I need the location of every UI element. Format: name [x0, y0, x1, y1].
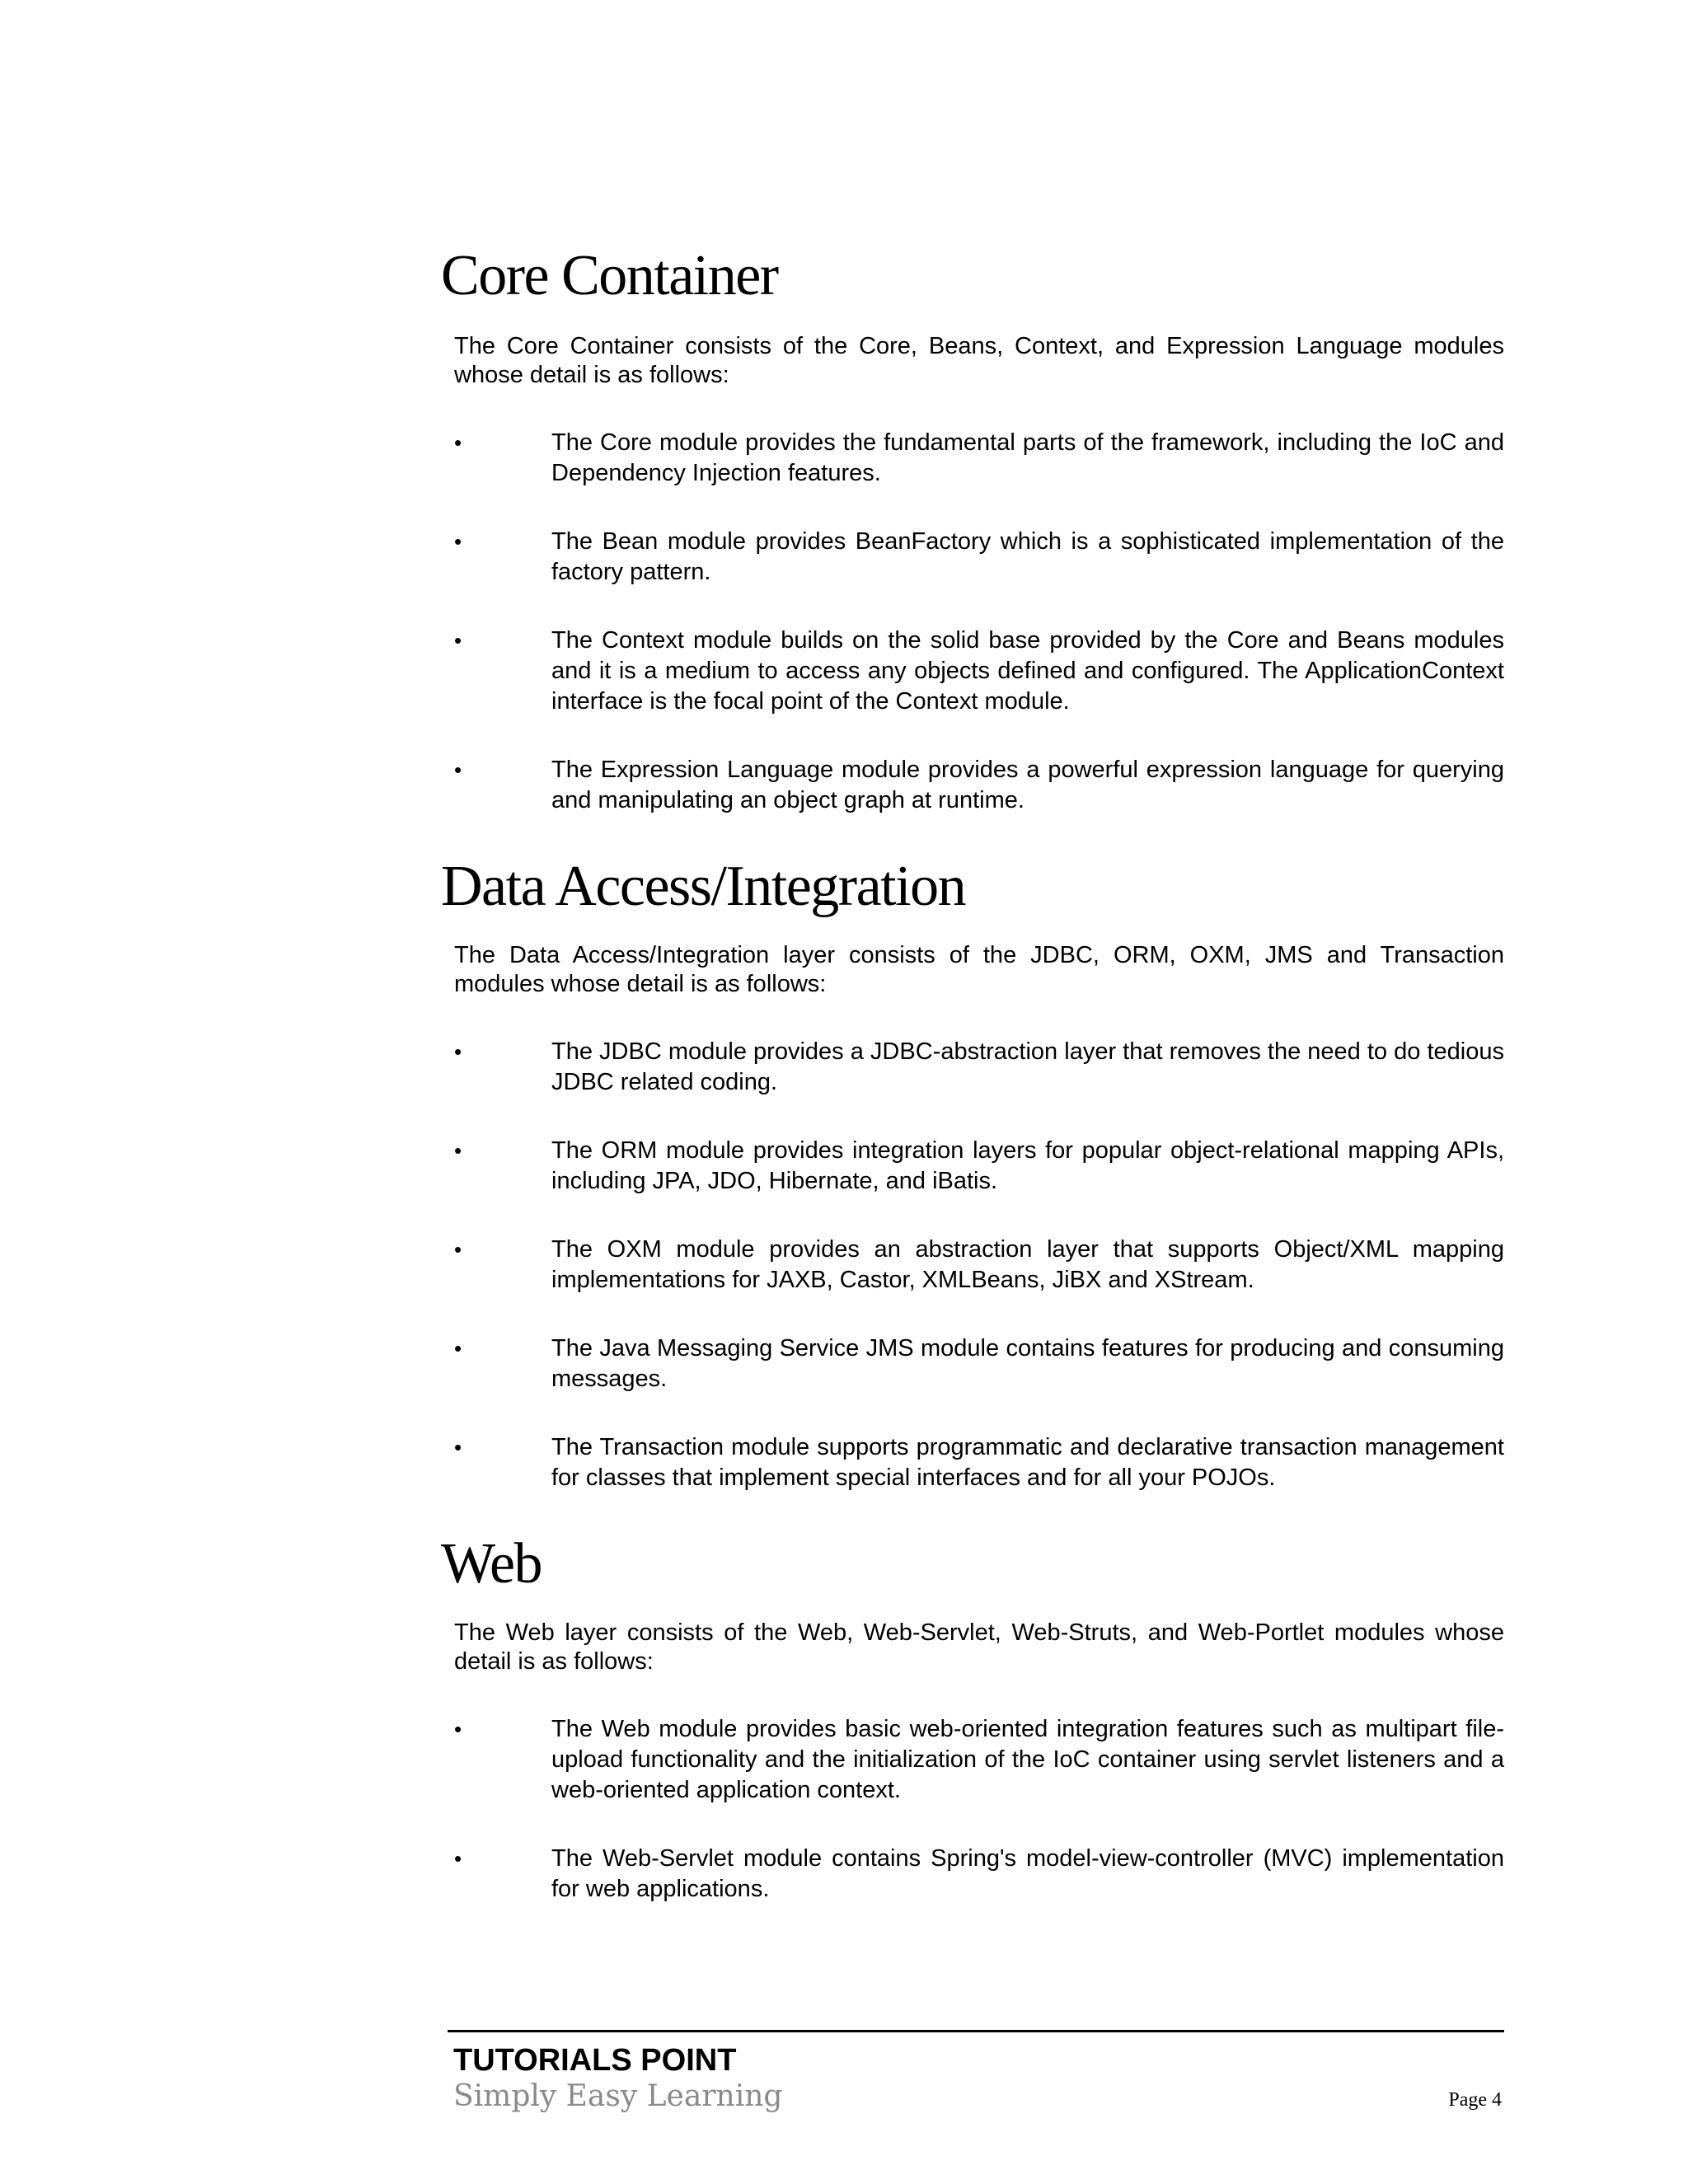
bullet-icon: • [454, 529, 462, 554]
list-item-text: The ORM module provides integration layers for popular object-relational mapping APIs, including JPA, JDO, Hibernate, and iBatis. [551, 1137, 1504, 1194]
list-item [441, 626, 1504, 717]
footer-divider [448, 2030, 1504, 2032]
bullet-list [441, 1037, 1504, 1493]
bullet-icon: • [454, 1336, 462, 1361]
list-item-text: The Transaction module supports programmatic and declarative transaction management for classes that implement special interfaces and for all your POJOs. [551, 1434, 1504, 1491]
list-item-text: The Bean module provides BeanFactory which is a sophisticated implementation of the factory pattern. [551, 528, 1504, 585]
bullet-icon: • [454, 1138, 462, 1163]
bullet-icon: • [454, 1435, 462, 1460]
list-item [441, 1333, 1504, 1394]
bullet-list [441, 1714, 1504, 1905]
section-heading: Data Access/Integration [441, 855, 966, 918]
list-item [441, 1037, 1504, 1098]
bullet-icon: • [454, 1846, 462, 1871]
section-intro: The Core Container consists of the Core, Beans, Context, and Expression Language modules whose detail is as follows: [454, 333, 1504, 388]
list-item-text: The JDBC module provides a JDBC-abstraction layer that removes the need to do tedious JDBC related coding. [551, 1038, 1504, 1095]
list-item [441, 1844, 1504, 1905]
section-intro: The Web layer consists of the Web, Web-Servlet, Web-Struts, and Web-Portlet modules whose detail is as follows: [454, 1619, 1504, 1675]
list-item [441, 1432, 1504, 1493]
list-item [441, 1714, 1504, 1806]
bullet-icon: • [454, 1717, 462, 1741]
footer-brand: TUTORIALS POINT [453, 2043, 737, 2078]
list-item-text: The Web module provides basic web-oriented integration features such as multipart file-upload functionality and the initialization of the IoC container using servlet listeners and a web-oriented application context. [551, 1716, 1504, 1803]
bullet-icon: • [454, 430, 462, 455]
section-heading: Web [441, 1532, 542, 1596]
list-item-text: The OXM module provides an abstraction layer that supports Object/XML mapping implementations for JAXB, Castor, XMLBeans, JiBX and XStream. [551, 1236, 1504, 1293]
list-item-text: The Expression Language module provides a powerful expression language for querying and manipulating an object graph at runtime. [551, 757, 1504, 813]
list-item-text: The Java Messaging Service JMS module contains features for producing and consuming messages. [551, 1335, 1504, 1392]
section-intro: The Data Access/Integration layer consists of the JDBC, ORM, OXM, JMS and Transaction modules whose detail is as follows: [454, 942, 1504, 997]
footer-tagline: Simply Easy Learning [453, 2079, 783, 2113]
list-item [441, 1235, 1504, 1296]
bullet-icon: • [454, 628, 462, 653]
list-item-text: The Context module builds on the solid base provided by the Core and Beans modules and it is a medium to access any objects defined and configured. The ApplicationContext interface is the focal point of the Context module. [551, 627, 1504, 715]
bullet-icon: • [454, 1237, 462, 1262]
section-core-container [441, 243, 1504, 816]
list-item [441, 1136, 1504, 1197]
list-item [441, 755, 1504, 816]
section-web [441, 1531, 1504, 1905]
page-number: Page 4 [1448, 2089, 1502, 2111]
bullet-icon: • [454, 1039, 462, 1064]
list-item-text: The Web-Servlet module contains Spring's model-view-controller (MVC) implementation for web applications. [551, 1845, 1504, 1902]
section-data-access [441, 854, 1504, 1493]
section-heading: Core Container [441, 244, 778, 307]
list-item [441, 428, 1504, 489]
page-content [441, 243, 1504, 1943]
bullet-list [441, 428, 1504, 816]
bullet-icon: • [454, 757, 462, 782]
list-item-text: The Core module provides the fundamental parts of the framework, including the IoC and Dependency Injection features. [551, 429, 1504, 486]
list-item [441, 527, 1504, 588]
